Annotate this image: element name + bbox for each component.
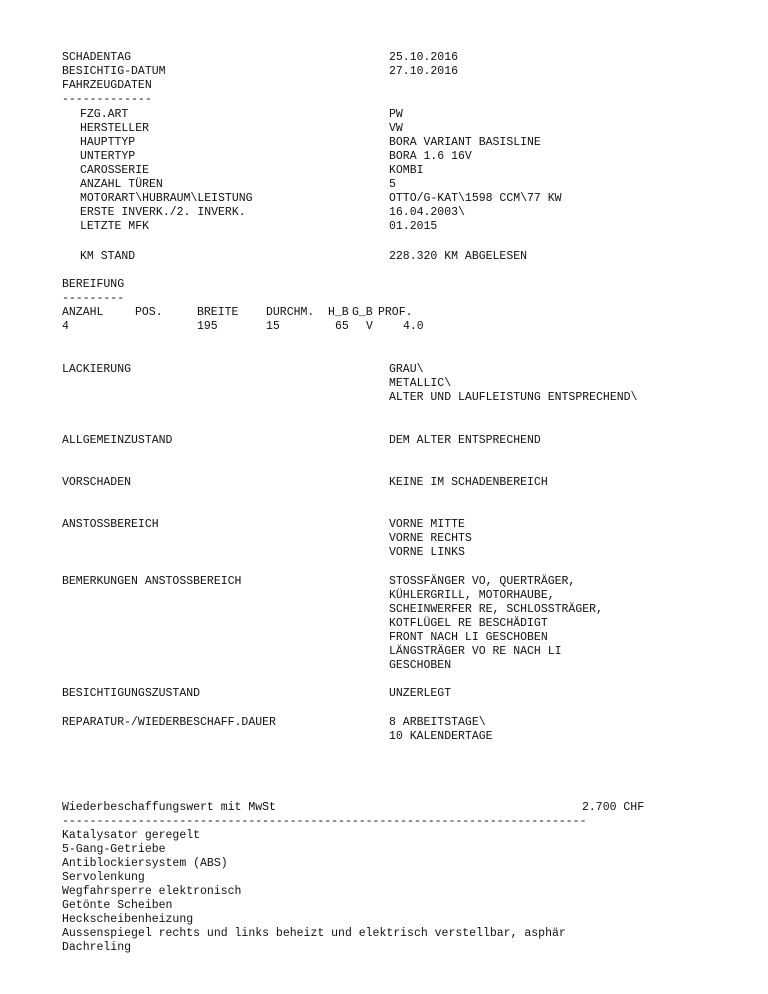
tire-cell-durchm: 15 (266, 320, 280, 333)
anstossbereich-line: VORNE LINKS (389, 546, 465, 559)
anstossbereich-line: VORNE RECHTS (389, 532, 472, 545)
vehicle-value: BORA 1.6 16V (389, 150, 472, 163)
tire-cell-prof: 4.0 (403, 320, 424, 333)
vehicle-value: VW (389, 122, 403, 135)
tire-header-anzahl: ANZAHL (62, 306, 104, 319)
besichtig-datum-label: BESICHTIG-DATUM (62, 65, 166, 78)
vehicle-value: 01.2015 (389, 220, 438, 233)
tire-cell-breite: 195 (197, 320, 218, 333)
vehicle-value: KOMBI (389, 164, 424, 177)
equipment-item: Servolenkung (62, 871, 145, 884)
vehicle-label: FZG.ART (80, 108, 129, 121)
vehicle-label: MOTORART\HUBRAUM\LEISTUNG (80, 192, 253, 205)
vehicle-label: ERSTE INVERK./2. INVERK. (80, 206, 246, 219)
vehicle-value: OTTO/G-KAT\1598 CCM\77 KW (389, 192, 562, 205)
equipment-item: Aussenspiegel rechts und links beheizt und elektrisch verstellbar, asphär (62, 927, 566, 940)
equipment-item: Katalysator geregelt (62, 829, 201, 842)
besichtig-datum-value: 27.10.2016 (389, 65, 459, 78)
tire-header-hb: H_B (328, 306, 349, 319)
bereifung-rule: --------- (62, 292, 125, 305)
fahrzeugdaten-heading: FAHRZEUGDATEN (62, 79, 152, 92)
bemerkungen-line: SCHEINWERFER RE, SCHLOSSTRÄGER, (389, 603, 603, 616)
tire-cell-anzahl: 4 (62, 320, 69, 333)
vehicle-label: HERSTELLER (80, 122, 150, 135)
wiederbeschaffungswert-label: Wiederbeschaffungswert mit MwSt (62, 801, 276, 814)
reparatur-dauer-label: REPARATUR-/WIEDERBESCHAFF.DAUER (62, 716, 276, 729)
km-stand-value: 228.320 KM ABGELESEN (389, 250, 528, 263)
bemerkungen-line: LÄNGSTRÄGER VO RE NACH LI (389, 645, 562, 658)
vehicle-value: 16.04.2003\ (389, 206, 465, 219)
tire-cell-gb: V (366, 320, 373, 333)
km-stand-label: KM STAND (80, 250, 136, 263)
wiederbeschaffungswert-rule: ---------------------------------------------------------------------------- (62, 815, 587, 828)
vehicle-label: HAUPTTYP (80, 136, 136, 149)
equipment-item: 5-Gang-Getriebe (62, 843, 166, 856)
schadentag-value: 25.10.2016 (389, 51, 459, 64)
equipment-item: Wegfahrsperre elektronisch (62, 885, 242, 898)
reparatur-dauer-line: 8 ARBEITSTAGE\ (389, 716, 486, 729)
allgemeinzustand-value: DEM ALTER ENTSPRECHEND (389, 434, 541, 447)
lackierung-label: LACKIERUNG (62, 363, 132, 376)
wiederbeschaffungswert-amount: 2.700 CHF (582, 801, 645, 814)
schadentag-label: SCHADENTAG (62, 51, 132, 64)
equipment-item: Antiblockiersystem (ABS) (62, 857, 228, 870)
vehicle-label: CAROSSERIE (80, 164, 150, 177)
besichtigungszustand-label: BESICHTIGUNGSZUSTAND (62, 687, 201, 700)
allgemeinzustand-label: ALLGEMEINZUSTAND (62, 434, 173, 447)
equipment-item: Heckscheibenheizung (62, 913, 194, 926)
vehicle-value: BORA VARIANT BASISLINE (389, 136, 541, 149)
bemerkungen-line: GESCHOBEN (389, 659, 452, 672)
vehicle-label: LETZTE MFK (80, 220, 150, 233)
equipment-item: Getönte Scheiben (62, 899, 173, 912)
bemerkungen-line: KOTFLÜGEL RE BESCHÄDIGT (389, 617, 548, 630)
vehicle-label: UNTERTYP (80, 150, 136, 163)
lackierung-line: METALLIC\ (389, 377, 452, 390)
tire-header-pos: POS. (135, 306, 163, 319)
tire-cell-hb: 65 (335, 320, 349, 333)
lackierung-line: GRAU\ (389, 363, 424, 376)
vorschaden-label: VORSCHADEN (62, 476, 132, 489)
bemerkungen-line: KÜHLERGRILL, MOTORHAUBE, (389, 589, 555, 602)
vehicle-label: ANZAHL TÜREN (80, 178, 163, 191)
reparatur-dauer-line: 10 KALENDERTAGE (389, 730, 493, 743)
vehicle-value: 5 (389, 178, 396, 191)
vorschaden-value: KEINE IM SCHADENBEREICH (389, 476, 548, 489)
besichtigungszustand-value: UNZERLEGT (389, 687, 452, 700)
bemerkungen-line: STOSSFÄNGER VO, QUERTRÄGER, (389, 575, 576, 588)
bemerkungen-label: BEMERKUNGEN ANSTOSSBEREICH (62, 575, 242, 588)
anstossbereich-label: ANSTOSSBEREICH (62, 518, 159, 531)
vehicle-value: PW (389, 108, 403, 121)
bereifung-heading: BEREIFUNG (62, 278, 125, 291)
lackierung-line: ALTER UND LAUFLEISTUNG ENTSPRECHEND\ (389, 391, 638, 404)
tire-header-prof: PROF. (378, 306, 413, 319)
equipment-item: Dachreling (62, 941, 132, 954)
bemerkungen-line: FRONT NACH LI GESCHOBEN (389, 631, 548, 644)
tire-header-gb: G_B (352, 306, 373, 319)
tire-header-breite: BREITE (197, 306, 239, 319)
tire-header-durchm: DURCHM. (266, 306, 315, 319)
fahrzeugdaten-rule: ------------- (62, 93, 152, 106)
anstossbereich-line: VORNE MITTE (389, 518, 465, 531)
